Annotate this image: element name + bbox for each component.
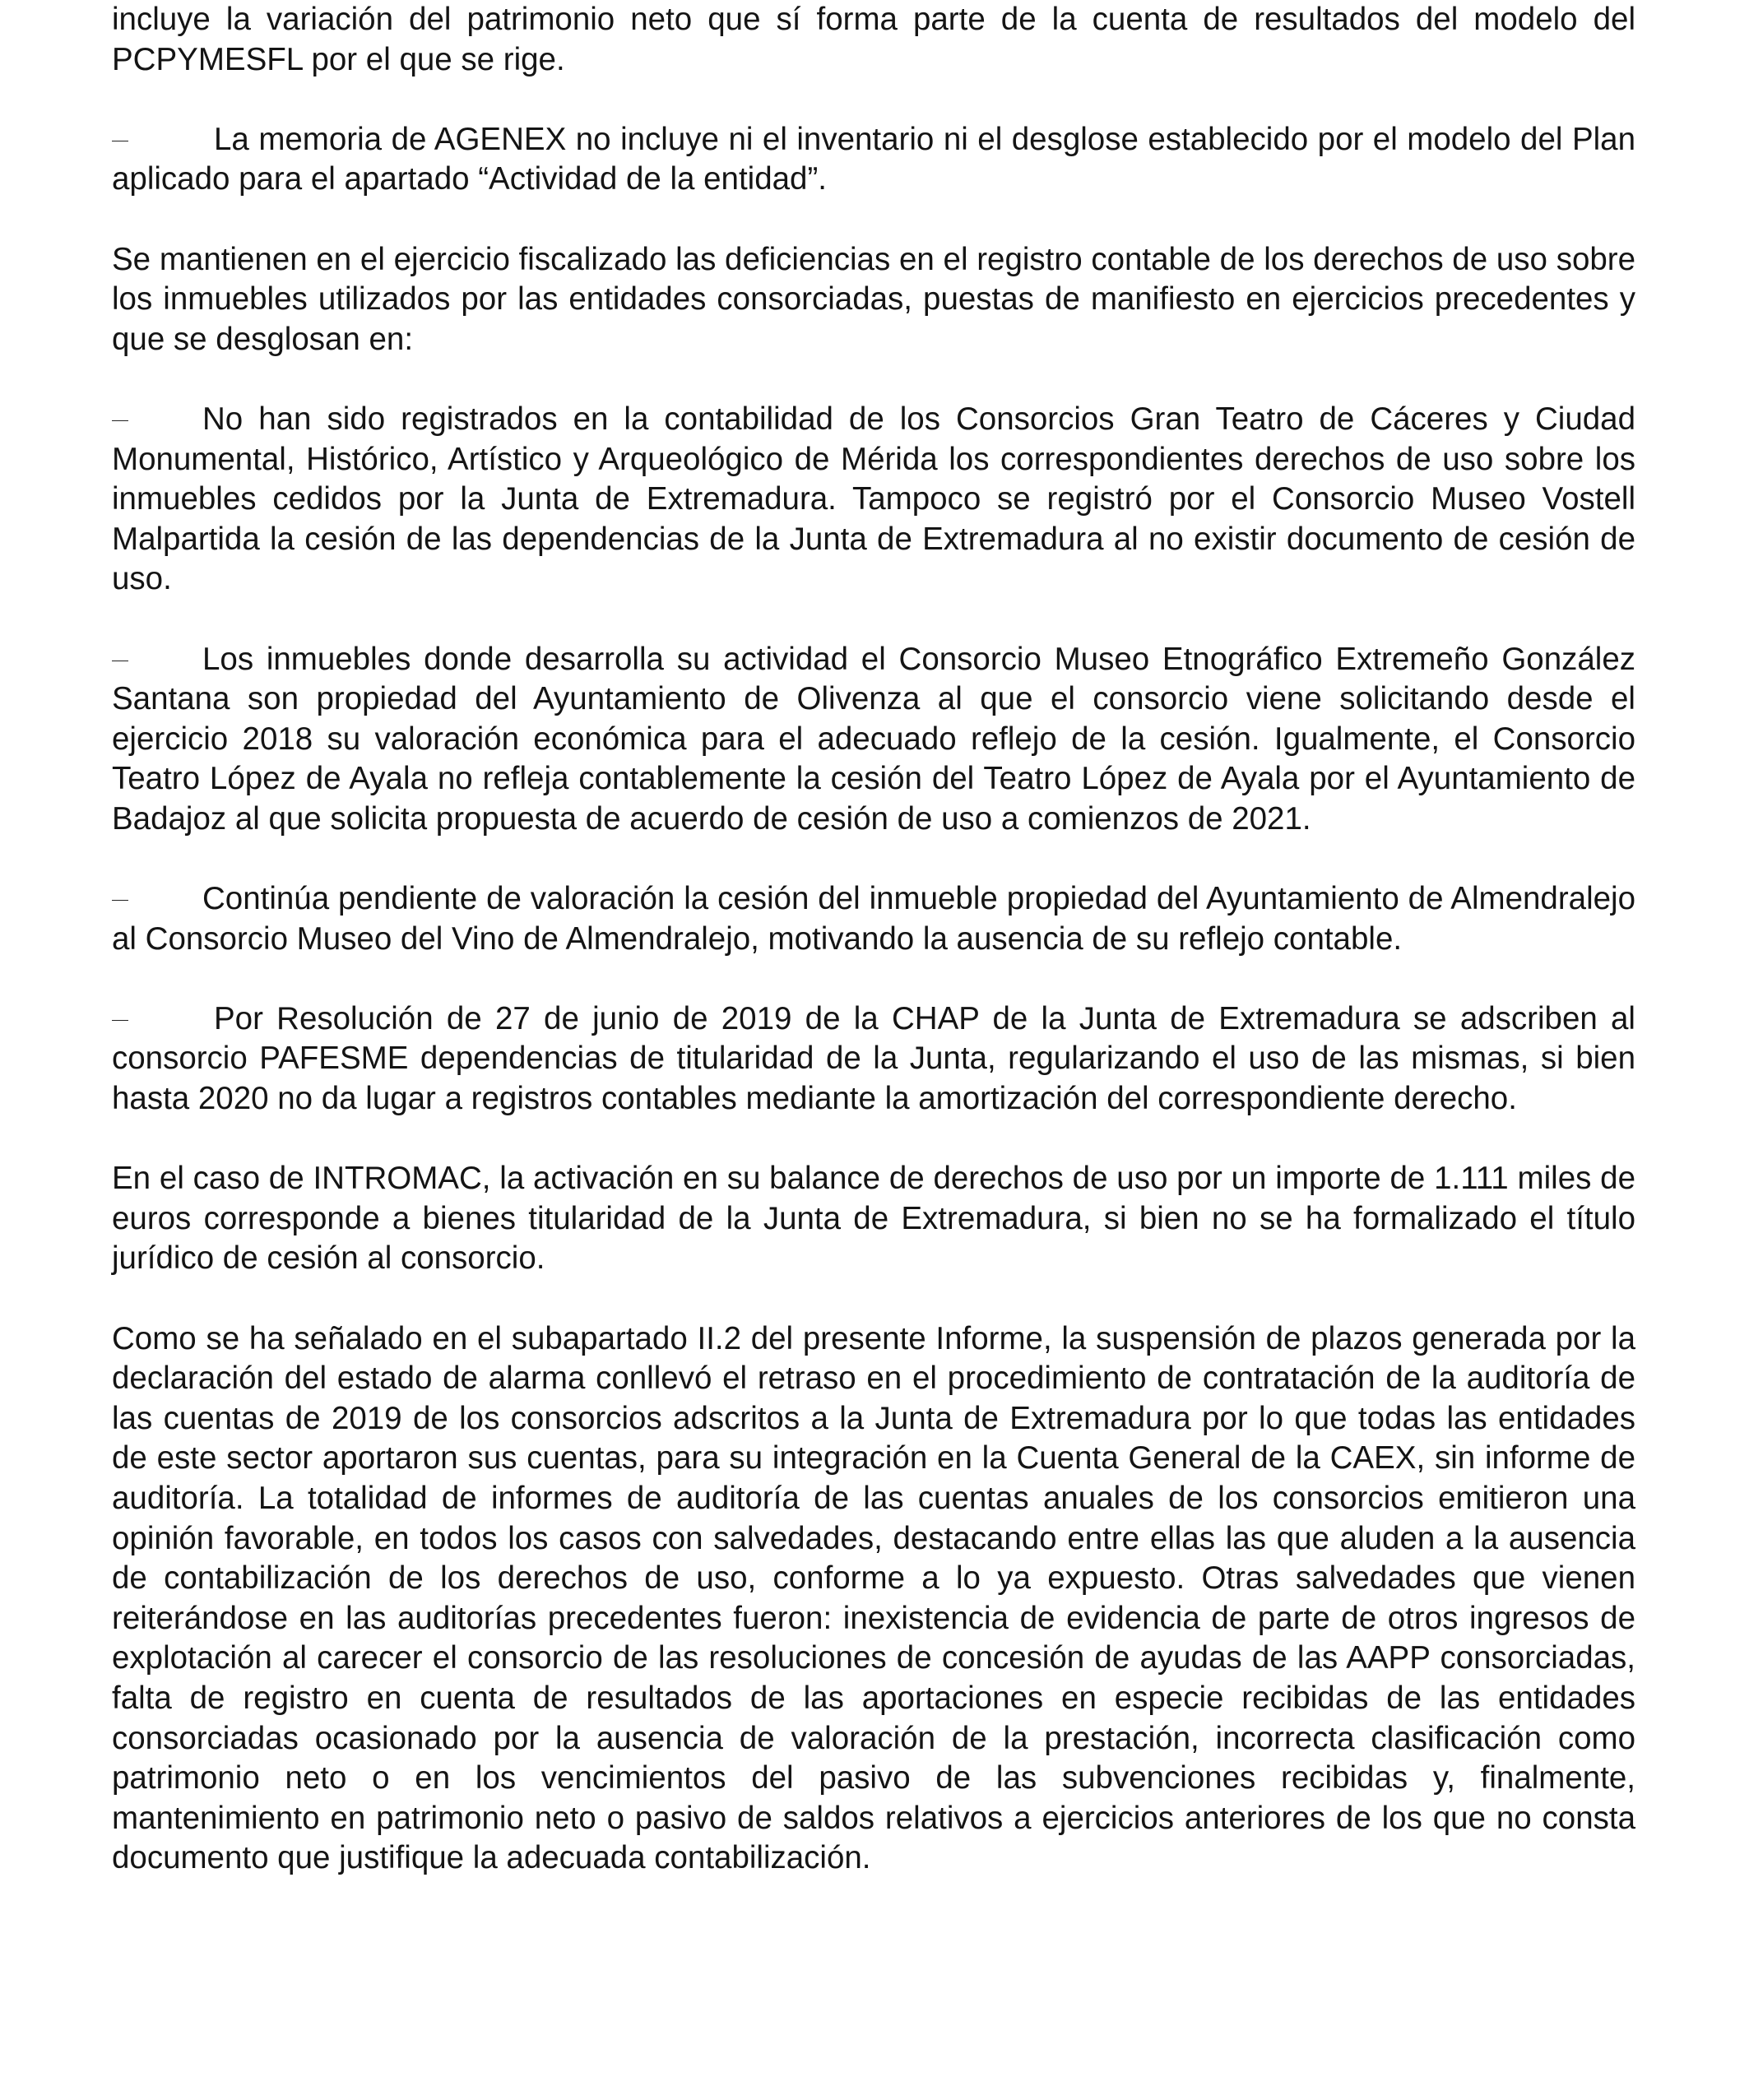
bullet-item-museo-etnografico: [112, 640, 1635, 840]
paragraph-continuation: [112, 0, 1635, 80]
paragraph-auditoria: [112, 1319, 1635, 1879]
paragraph-derechos-uso: [112, 240, 1635, 360]
bullet-text: Por Resolución de 27 de junio de 2019 de la CHAP de la Junta de Extremadura se adscriben al consorcio PAFESME dependencias de titularidad de la Junta, regularizando el uso de las mismas, si bien hasta 2020 no da lugar a registros contables mediante la amortización del correspondiente derecho.: [112, 1000, 1635, 1117]
bullet-text: La memoria de AGENEX no incluye ni el inventario ni el desglose establecido por el modelo del Plan aplicado para el apartado “Actividad de la entidad”.: [112, 121, 1635, 197]
dash-bullet-icon: [112, 420, 128, 421]
paragraph-text: En el caso de INTROMAC, la activación en su balance de derechos de uso por un importe de 1.111 miles de euros corresponde a bienes titularidad de la Junta de Extremadura, si bien no se ha formalizado el título jurídico de cesión al consorcio.: [112, 1161, 1635, 1277]
bullet-text: Continúa pendiente de valoración la cesión del inmueble propiedad del Ayuntamiento de Almendralejo al Consorcio Museo del Vino de Almendralejo, motivando la ausencia de su reflejo contable.: [112, 881, 1635, 957]
dash-bullet-icon: [112, 1020, 128, 1021]
bullet-item-gran-teatro: [112, 400, 1635, 600]
paragraph-text: Como se ha señalado en el subapartado II.2 del presente Informe, la suspensión de plazos generada por la declaración del estado de alarma conllevó el retraso en el procedimiento de contratación de la auditoría de las cuentas de 2019 de los consorcios adscritos a la Junta de Extremadura por lo que todas las entidades de este sector aportaron sus cuentas, para su integración en la Cuenta General de la CAEX, sin informe de auditoría. La totalidad de informes de auditoría de las cuentas anuales de los consorcios emitieron una opinión favorable, en todos los casos con salvedades, destacando entre ellas las que aluden a la ausencia de contabilización de los derechos de uso, conforme a lo ya expuesto. Otras salvedades que vienen reiterándose en las auditorías precedentes fueron: inexistencia de evidencia de parte de otros ingresos de explotación al carecer el consorcio de las resoluciones de concesión de ayudas de las AAPP consorciadas, falta de registro en cuenta de resultados de las aportaciones en especie recibidas de las entidades consorciadas ocasionado por la ausencia de valoración de la prestación, incorrecta clasificación como patrimonio neto o en los vencimientos del pasivo de las subvenciones recibidas y, finalmente, mantenimiento en patrimonio neto o pasivo de saldos relativos a ejercicios anteriores de los que no consta documento que justifique la adecuada contabilización.: [112, 1320, 1635, 1876]
paragraph-text: incluye la variación del patrimonio neto que sí forma parte de la cuenta de resultados del modelo del PCPYMESFL por el que se rige.: [112, 2, 1635, 77]
paragraph-intromac: [112, 1159, 1635, 1279]
bullet-item-pafesme: [112, 999, 1635, 1120]
bullet-item-museo-vino: [112, 879, 1635, 959]
document-page: [112, 0, 1635, 1879]
bullet-text: No han sido registrados en la contabilidad de los Consorcios Gran Teatro de Cáceres y Ciudad Monumental, Histórico, Artístico y Arqueológico de Mérida los correspondientes derechos de uso sobre los inmuebles cedidos por la Junta de Extremadura. Tampoco se registró por el Consorcio Museo Vostell Malpartida la cesión de las dependencias de la Junta de Extremadura al no existir documento de cesión de uso.: [112, 401, 1635, 597]
bullet-item-agenex: [112, 120, 1635, 200]
dash-bullet-icon: [112, 900, 128, 901]
paragraph-text: Se mantienen en el ejercicio fiscalizado las deficiencias en el registro contable de los derechos de uso sobre los inmuebles utilizados por las entidades consorciadas, puestas de manifiesto en ejercicios precedentes y que se desglosan en:: [112, 241, 1635, 357]
bullet-text: Los inmuebles donde desarrolla su actividad el Consorcio Museo Etnográfico Extremeño González Santana son propiedad del Ayuntamiento de Olivenza al que el consorcio viene solicitando desde el ejercicio 2018 su valoración económica para el adecuado reflejo de la cesión. Igualmente, el Consorcio Teatro López de Ayala no refleja contablemente la cesión del Teatro López de Ayala por el Ayuntamiento de Badajoz al que solicita propuesta de acuerdo de cesión de uso a comienzos de 2021.: [112, 641, 1635, 837]
